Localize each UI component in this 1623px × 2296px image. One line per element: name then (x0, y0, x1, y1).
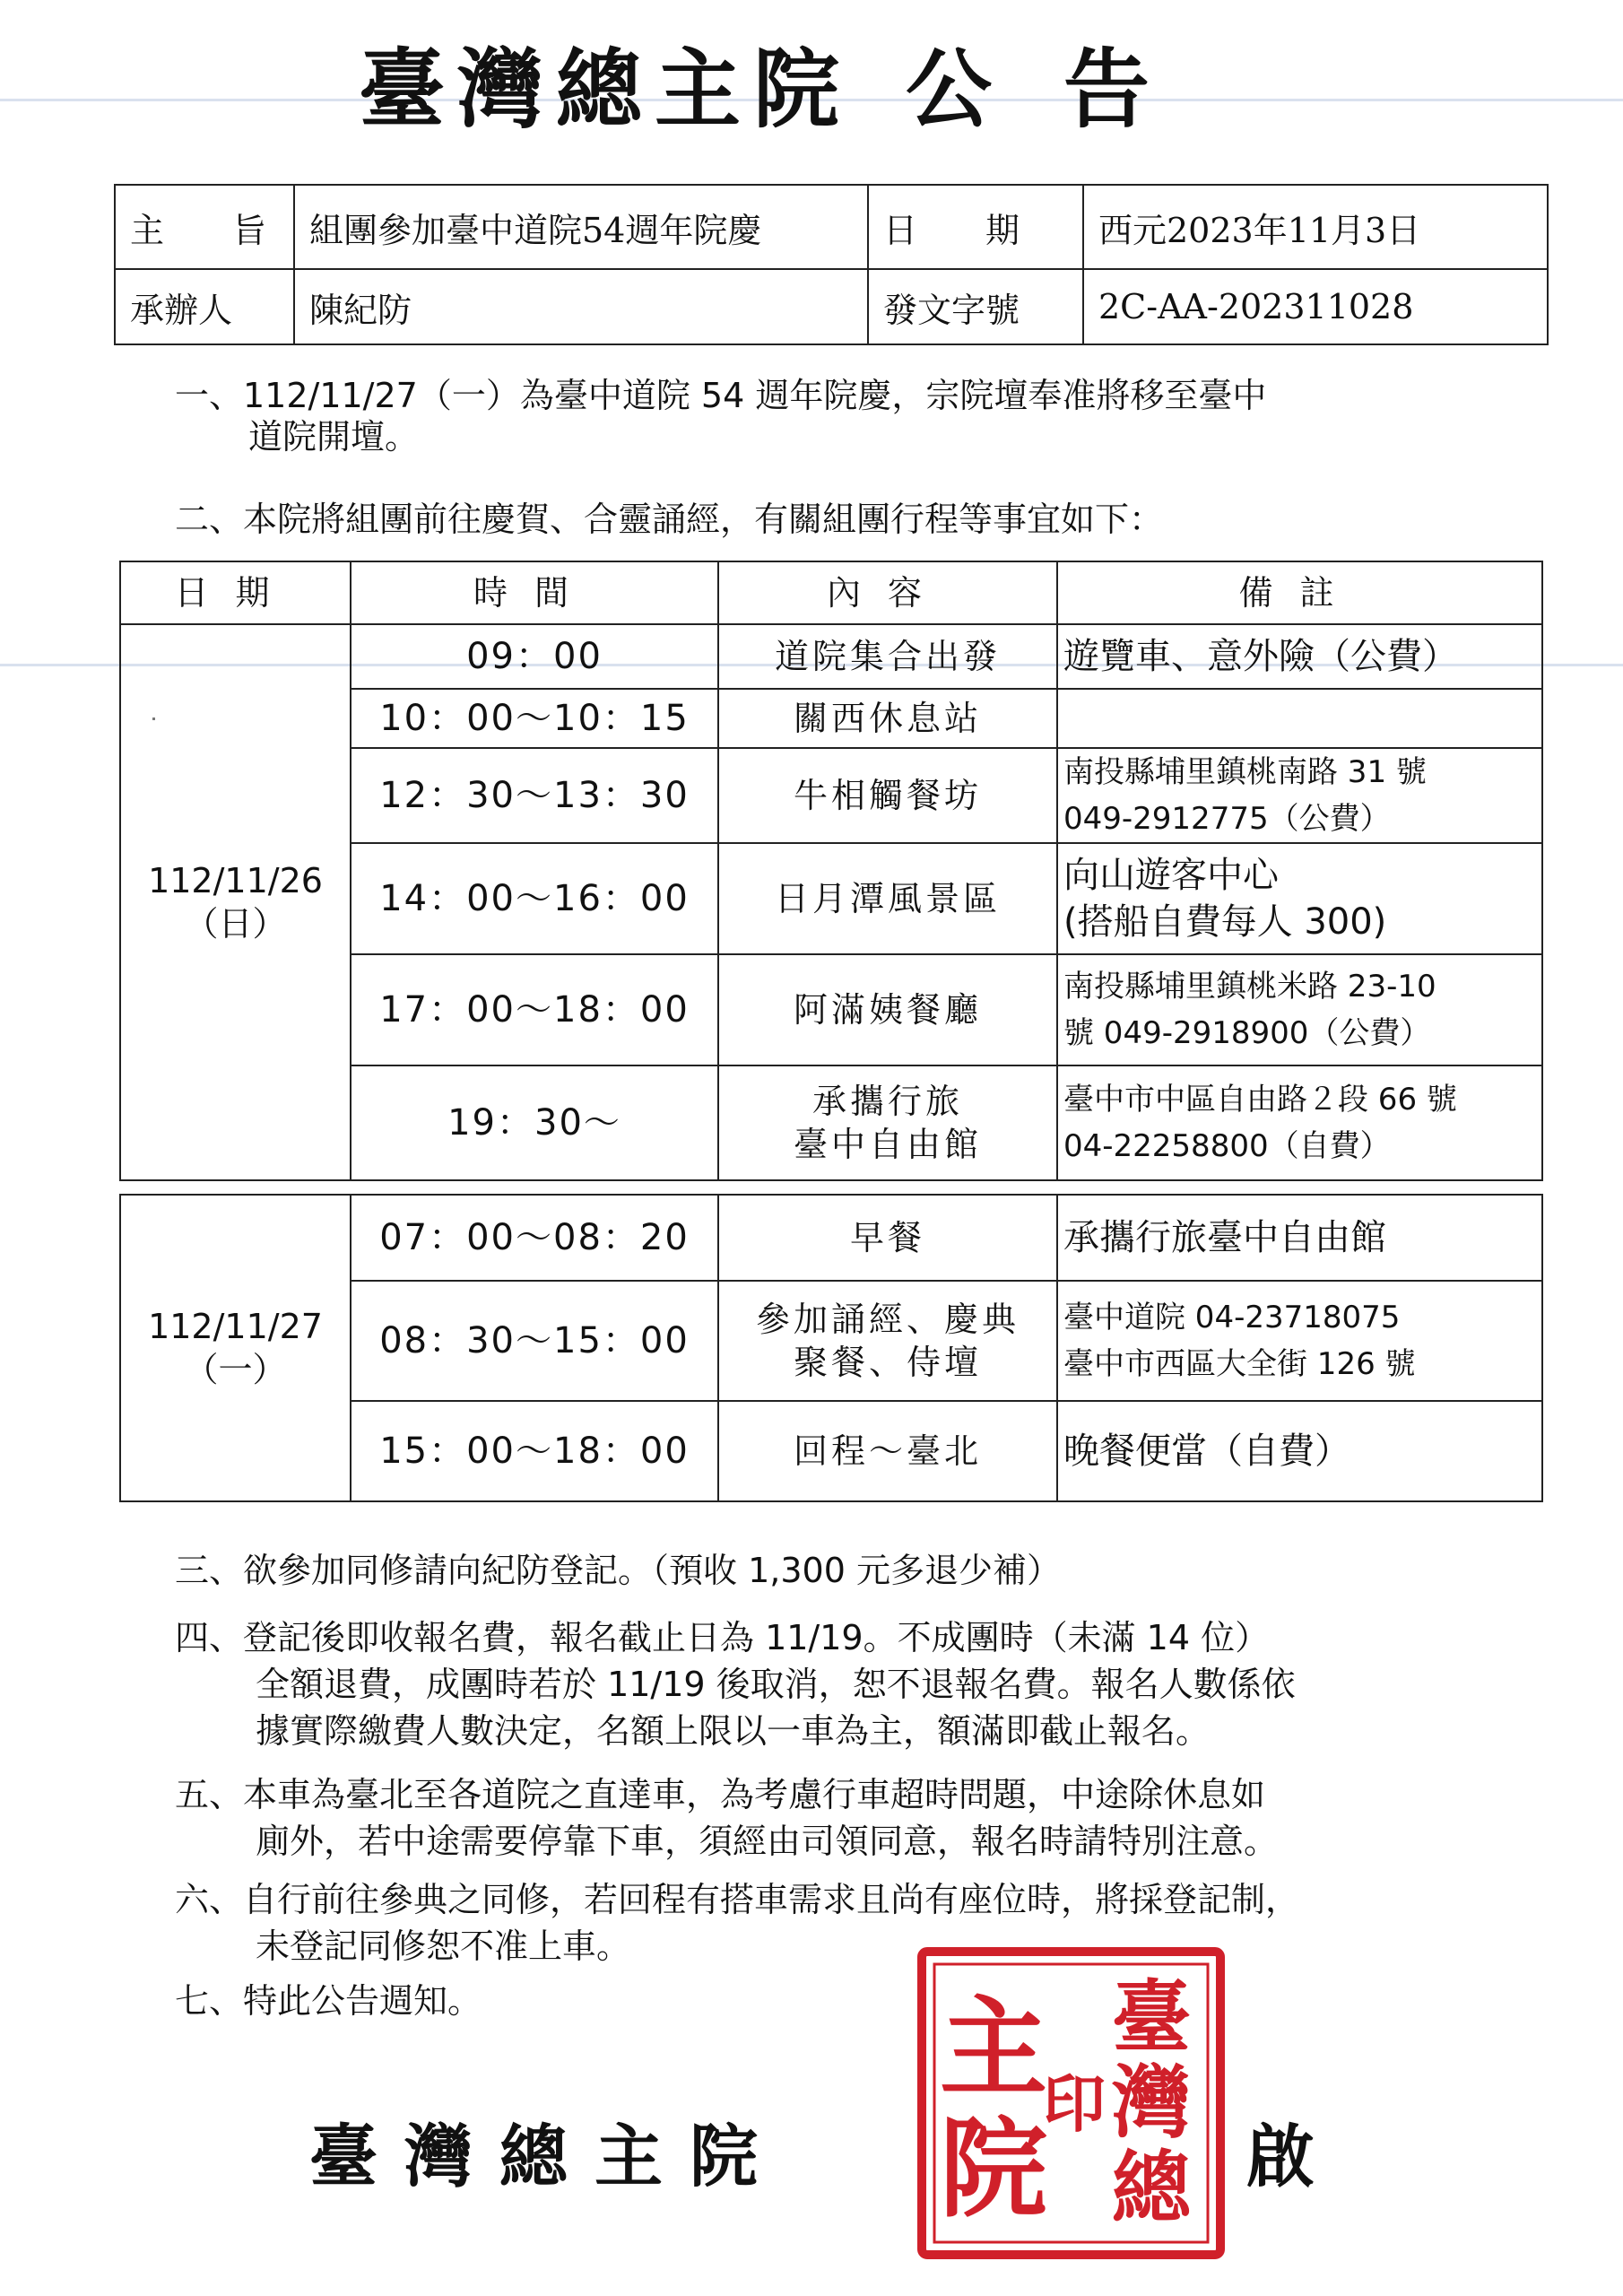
header-table (114, 184, 1549, 345)
time-cell: 14：00～16：00 (351, 843, 718, 954)
day1-weekday: （日） (184, 904, 287, 944)
note-line: 臺中市西區大全街 126 號 (1063, 1346, 1416, 1382)
note-line: 號 049-2918900（公費） (1063, 1015, 1431, 1051)
item-1 (175, 375, 1266, 457)
item-4-line-3: 據實際繳費人數決定，名額上限以一車為主，額滿即截止報名。 (256, 1711, 1211, 1751)
seal-char: 印 (1043, 2066, 1106, 2141)
item-4-line-1: 四、登記後即收報名費，報名截止日為 11/19。不成團時（未滿 14 位） (175, 1618, 1270, 1657)
content-line: 承攜行旅 (812, 1082, 963, 1121)
content-line: 參加誦經、慶典 (755, 1300, 1020, 1339)
content-cell: 日月潭風景區 (718, 843, 1057, 954)
item-2: 二、本院將組團前往慶賀、合靈誦經，有關組團行程等事宜如下： (175, 500, 1164, 539)
time-cell: 19：30～ (351, 1065, 718, 1180)
day1-date: 112/11/26 (148, 861, 323, 900)
content-cell (718, 1281, 1057, 1401)
seal-char: 總 (1111, 2141, 1192, 2234)
time-cell: 09：00 (351, 624, 718, 689)
content-line: 聚餐、侍壇 (793, 1343, 982, 1382)
item-3: 三、欲參加同修請向紀防登記。（預收 1,300 元多退少補） (175, 1551, 1061, 1590)
note-line: 臺中市中區自由路２段 66 號 (1063, 1082, 1457, 1118)
docno-value: 2C-AA-202311028 (1083, 269, 1548, 344)
note-cell (1057, 954, 1542, 1065)
footer-closing: 啟 (1246, 2117, 1315, 2196)
footer-org: 臺灣總主院 (309, 2117, 785, 2196)
note-line: (搭船自費每人 300) (1063, 901, 1387, 943)
note-cell: 遊覽車、意外險（公費） (1057, 624, 1542, 689)
subject-label: 主 旨 (115, 185, 294, 269)
item-6-line-2: 未登記同修恕不准上車。 (256, 1926, 631, 1966)
note-cell (1057, 843, 1542, 954)
seal-char: 灣 (1111, 2056, 1192, 2149)
content-cell: 牛相觸餐坊 (718, 748, 1057, 843)
item-5-line-2: 廁外，若中途需要停靠下車，須經由司領同意，報名時請特別注意。 (256, 1822, 1279, 1861)
table-row (120, 624, 1542, 689)
time-cell: 12：30～13：30 (351, 748, 718, 843)
item-5 (175, 1771, 1278, 1865)
time-cell: 17：00～18：00 (351, 954, 718, 1065)
title-org: 臺灣總主院 (359, 39, 852, 140)
note-line: 向山遊客中心 (1063, 855, 1279, 896)
note-line: 南投縣埔里鎮桃南路 31 號 (1063, 754, 1427, 790)
item-4 (175, 1614, 1296, 1754)
content-cell: 回程～臺北 (718, 1401, 1057, 1501)
content-cell (718, 1065, 1057, 1180)
handler-value: 陳紀防 (294, 269, 868, 344)
col-header-content: 內容 (718, 561, 1057, 624)
item-4-line-2: 全額退費，成團時若於 11/19 後取消，恕不退報名費。報名人數係依 (256, 1665, 1296, 1704)
scan-speck (152, 718, 155, 720)
official-seal (916, 1946, 1226, 2260)
col-header-note: 備註 (1057, 561, 1542, 624)
item-7: 七、特此公告週知。 (175, 1981, 482, 2021)
table-row (120, 1195, 1542, 1281)
note-cell: 晚餐便當（自費） (1057, 1401, 1542, 1501)
note-cell (1057, 748, 1542, 843)
docno-label: 發文字號 (868, 269, 1083, 344)
note-line: 04-22258800（自費） (1063, 1128, 1391, 1164)
time-cell: 08：30～15：00 (351, 1281, 718, 1401)
content-cell: 道院集合出發 (718, 624, 1057, 689)
note-cell (1057, 689, 1542, 748)
handler-label: 承辦人 (115, 269, 294, 344)
item-1-line-2: 道院開壇。 (248, 417, 420, 457)
content-cell: 阿滿姨餐廳 (718, 954, 1057, 1065)
date-label: 日 期 (868, 185, 1083, 269)
note-line: 南投縣埔里鎮桃米路 23-10 (1063, 969, 1436, 1004)
seal-char: 主 (940, 1985, 1047, 2111)
col-header-time: 時間 (351, 561, 718, 624)
col-header-date: 日期 (120, 561, 351, 624)
spacer-cell (120, 1180, 1542, 1195)
time-cell: 07：00～08：20 (351, 1195, 718, 1281)
day2-weekday: （一） (184, 1350, 287, 1389)
day2-date: 112/11/27 (148, 1307, 323, 1346)
title-kind: 公告 (906, 39, 1221, 140)
schedule-table (119, 561, 1543, 1502)
note-line: 049-2912775（公費） (1063, 801, 1391, 837)
seal-char: 院 (940, 2106, 1047, 2232)
item-6-line-1: 六、自行前往參典之同修，若回程有搭車需求且尚有座位時，將採登記制， (175, 1880, 1300, 1919)
time-cell: 15：00～18：00 (351, 1401, 718, 1501)
item-5-line-1: 五、本車為臺北至各道院之直達車，為考慮行車超時問題，中途除休息如 (175, 1775, 1266, 1814)
content-line: 臺中自由館 (793, 1125, 982, 1164)
note-cell (1057, 1065, 1542, 1180)
table-spacer (120, 1180, 1542, 1195)
note-cell (1057, 1281, 1542, 1401)
item-1-line-1: 一、112/11/27（一）為臺中道院 54 週年院慶，宗院壇奉准將移至臺中 (175, 376, 1267, 415)
subject-value: 組團參加臺中道院54週年院慶 (294, 185, 868, 269)
note-line: 臺中道院 04-23718075 (1063, 1300, 1401, 1335)
day1-date-cell (120, 624, 351, 1180)
seal-char: 臺 (1111, 1970, 1192, 2064)
note-cell: 承攜行旅臺中自由館 (1057, 1195, 1542, 1281)
content-cell: 關西休息站 (718, 689, 1057, 748)
time-cell: 10：00～10：15 (351, 689, 718, 748)
date-value: 西元2023年11月3日 (1083, 185, 1548, 269)
day2-date-cell (120, 1195, 351, 1501)
content-cell: 早餐 (718, 1195, 1057, 1281)
